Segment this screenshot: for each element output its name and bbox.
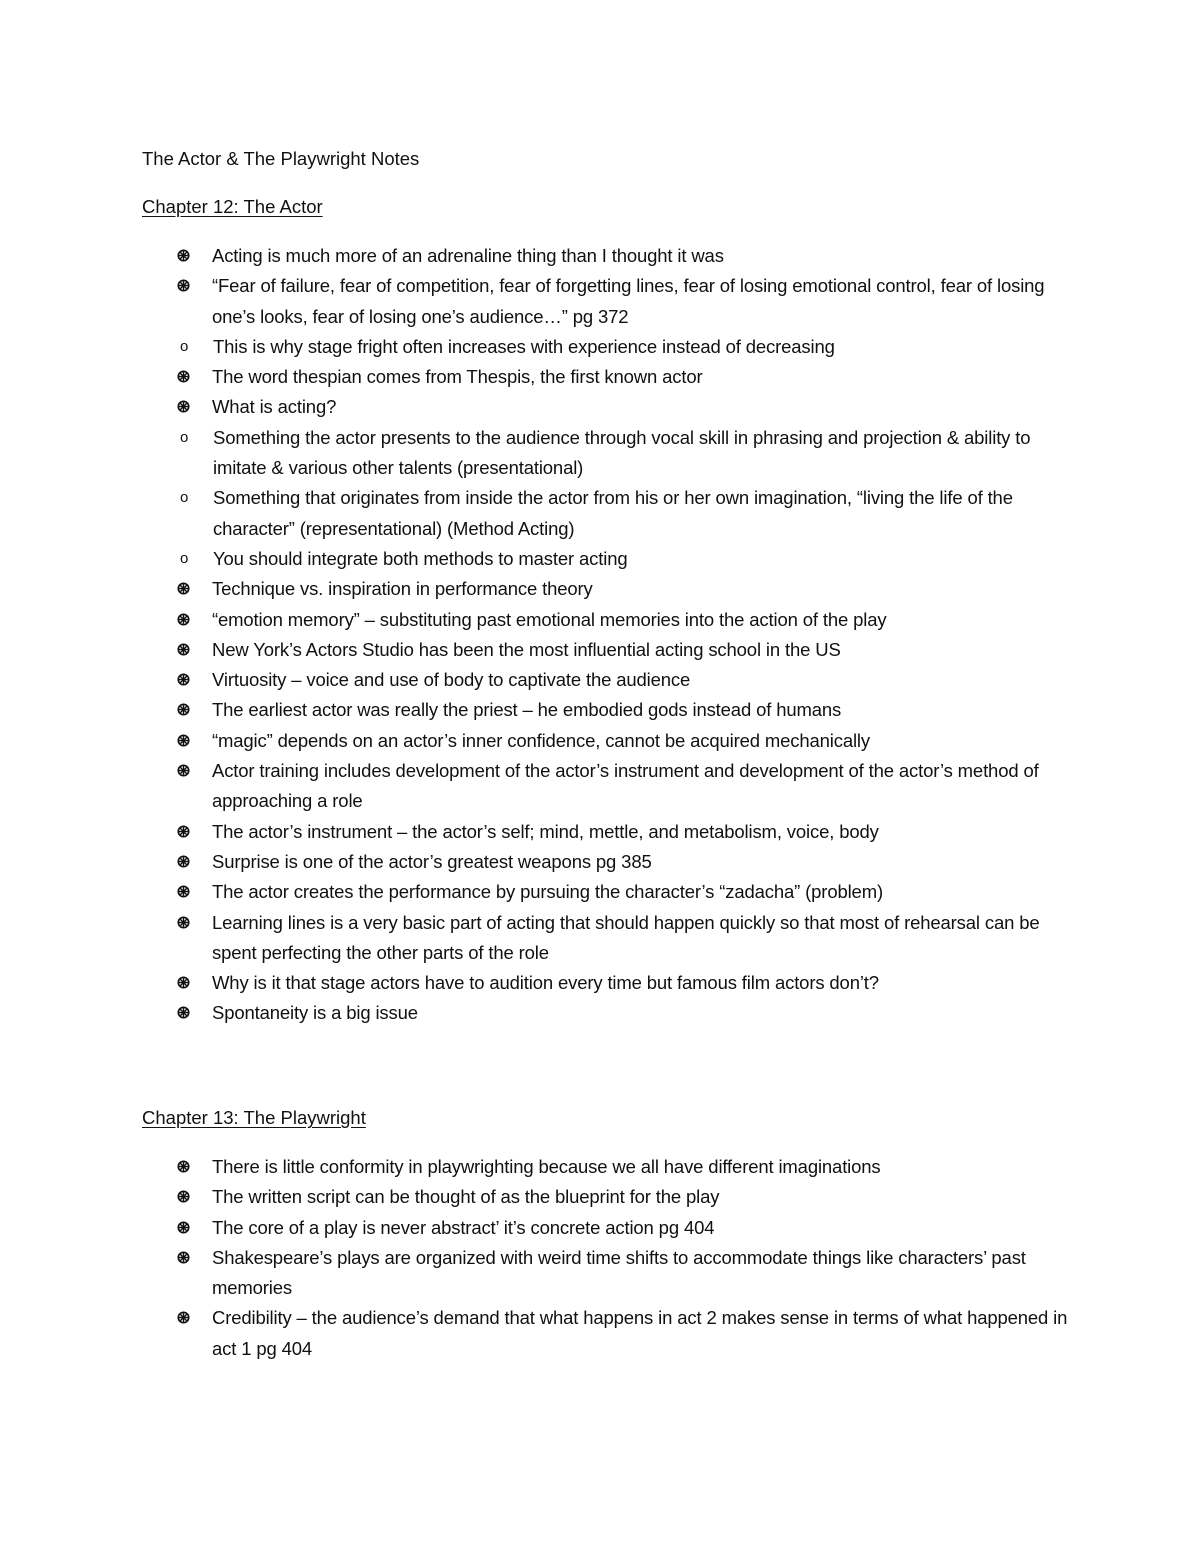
chapter-12-heading: Chapter 12: The Actor: [142, 196, 323, 217]
list-item: [142, 1303, 1072, 1364]
sub-list-item: [142, 423, 1072, 484]
list-item: [142, 817, 1072, 847]
quadrant-circle-bullet-icon: [177, 734, 190, 747]
list-item-text: The earliest actor was really the priest – he embodied gods instead of humans: [212, 699, 842, 721]
list-item-text: Credibility – the audience’s demand that what happens in act 2 makes sense in terms of what happened in act 1 pg 404: [212, 1307, 1068, 1359]
list-item-text: “Fear of failure, fear of competition, fear of forgetting lines, fear of losing emotional control, fear of losing one’s looks, fear of losing one’s audience…” pg 372: [212, 275, 1045, 327]
list-item: [142, 908, 1072, 969]
quadrant-circle-bullet-icon: [177, 370, 190, 383]
sub-list-item: [142, 483, 1072, 544]
sub-bullet-marker: o: [180, 428, 189, 446]
quadrant-circle-bullet-icon: [177, 1251, 190, 1264]
quadrant-circle-bullet-icon: [177, 1190, 190, 1203]
list-item-text: “emotion memory” – substituting past emotional memories into the action of the play: [212, 608, 887, 630]
list-item: [142, 1213, 1072, 1243]
list-item-text: Learning lines is a very basic part of acting that should happen quickly so that most of rehearsal can be spent perfecting the other parts of the role: [212, 911, 1040, 963]
list-item: [142, 695, 1072, 725]
quadrant-circle-bullet-icon: [177, 976, 190, 989]
list-item-text: Spontaneity is a big issue: [212, 1002, 418, 1024]
sub-list-item-text: Something the actor presents to the audience through vocal skill in phrasing and projection & ability to imitate & various other talents (presentational): [213, 426, 1031, 479]
list-item: [142, 635, 1072, 665]
list-item: [142, 665, 1072, 695]
quadrant-circle-bullet-icon: [177, 764, 190, 777]
quadrant-circle-bullet-icon: [177, 1311, 190, 1324]
list-item-text: There is little conformity in playwrighting because we all have different imaginations: [212, 1156, 881, 1177]
list-item-text: Acting is much more of an adrenaline thing than I thought it was: [212, 245, 724, 266]
list-item-text: The actor’s instrument – the actor’s self; mind, mettle, and metabolism, voice, body: [212, 820, 879, 842]
list-item-text: “magic” depends on an actor’s inner confidence, cannot be acquired mechanically: [212, 729, 870, 751]
quadrant-circle-bullet-icon: [177, 613, 190, 626]
sub-list-item-text: Something that originates from inside the actor from his or her own imagination, “living the life of the character” (representational) (Method Acting): [213, 487, 1013, 539]
sub-list-item: [142, 544, 1072, 574]
sub-list: [142, 423, 1072, 574]
list-item-text: Virtuosity – voice and use of body to captivate the audience: [212, 669, 691, 691]
list-item-text: The written script can be thought of as the blueprint for the play: [212, 1186, 720, 1208]
list-item: [142, 877, 1072, 907]
list-item: [142, 574, 1072, 604]
quadrant-circle-bullet-icon: [177, 1006, 190, 1019]
quadrant-circle-bullet-icon: [177, 885, 190, 898]
list-item: [142, 241, 1072, 271]
quadrant-circle-bullet-icon: [177, 916, 190, 929]
quadrant-circle-bullet-icon: [177, 400, 190, 413]
sub-list-item-text: This is why stage fright often increases with experience instead of decreasing: [213, 335, 835, 357]
quadrant-circle-bullet-icon: [177, 673, 190, 686]
quadrant-circle-bullet-icon: [177, 855, 190, 868]
list-item-text: The actor creates the performance by pursuing the character’s “zadacha” (problem): [212, 881, 883, 903]
list-item: [142, 392, 1072, 422]
list-item: [142, 1243, 1072, 1304]
quadrant-circle-bullet-icon: [177, 249, 190, 262]
sub-bullet-marker: o: [180, 549, 189, 567]
quadrant-circle-bullet-icon: [177, 825, 190, 838]
list-item: [142, 998, 1072, 1028]
list-item-text: Actor training includes development of the actor’s instrument and development of the actor’s method of approaching a role: [212, 760, 1039, 812]
quadrant-circle-bullet-icon: [177, 1221, 190, 1234]
sub-bullet-marker: o: [180, 489, 189, 507]
quadrant-circle-bullet-icon: [177, 279, 190, 292]
list-item-text: The word thespian comes from Thespis, the first known actor: [212, 366, 703, 388]
list-item: [142, 271, 1072, 332]
list-item: [142, 605, 1072, 635]
sub-list-item: [142, 332, 1072, 362]
quadrant-circle-bullet-icon: [177, 1160, 190, 1173]
sub-list-item-text: You should integrate both methods to master acting: [213, 547, 628, 569]
list-item: [142, 847, 1072, 877]
list-item: [142, 968, 1072, 998]
list-item: [142, 726, 1072, 756]
chapter-12-notes-list: [142, 241, 1072, 1029]
list-item: [142, 362, 1072, 392]
list-item-text: Shakespeare’s plays are organized with weird time shifts to accommodate things like characters’ past memories: [212, 1246, 1026, 1299]
sub-list: [142, 332, 1072, 362]
chapter-13-heading: Chapter 13: The Playwright: [142, 1107, 366, 1128]
quadrant-circle-bullet-icon: [177, 703, 190, 716]
quadrant-circle-bullet-icon: [177, 582, 190, 595]
list-item: [142, 756, 1072, 817]
document-title: The Actor & The Playwright Notes: [142, 148, 420, 169]
sub-bullet-marker: o: [180, 337, 189, 355]
list-item-text: Why is it that stage actors have to audition every time but famous film actors don’t?: [212, 972, 879, 994]
quadrant-circle-bullet-icon: [177, 643, 190, 656]
list-item-text: Surprise is one of the actor’s greatest weapons pg 385: [212, 850, 652, 872]
list-item-text: Technique vs. inspiration in performance theory: [212, 578, 593, 600]
list-item-text: The core of a play is never abstract’ it’s concrete action pg 404: [212, 1216, 715, 1238]
list-item-text: New York’s Actors Studio has been the most influential acting school in the US: [212, 638, 841, 660]
chapter-13-notes-list: [142, 1152, 1072, 1364]
list-item-text: What is acting?: [212, 396, 337, 418]
list-item: [142, 1182, 1072, 1212]
list-item: [142, 1152, 1072, 1182]
